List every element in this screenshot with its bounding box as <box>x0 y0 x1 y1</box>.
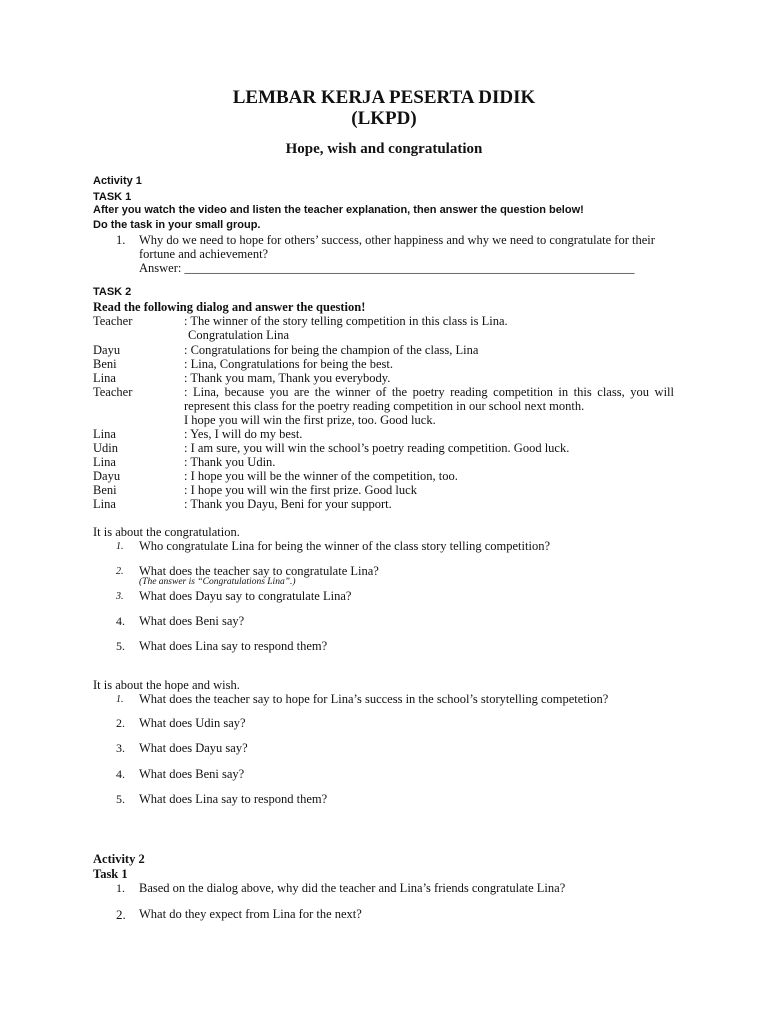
activity2-label: Activity 2 <box>93 852 145 866</box>
dialog-speaker: Lina <box>93 455 116 469</box>
dialog-speaker: Lina <box>93 427 116 441</box>
question-text: What does the teacher say to congratulate Lina? <box>139 564 379 578</box>
question-text: What does Lina say to respond them? <box>139 792 328 806</box>
question-text: Who congratulate Lina for being the winner of the class story telling competition? <box>139 539 550 553</box>
question-number: 3. <box>116 591 124 602</box>
question-text: What do they expect from Lina for the next? <box>139 907 362 921</box>
question-text: What does Beni say? <box>139 767 245 781</box>
dialog-speaker: Lina <box>93 371 116 385</box>
dialog-speaker: Teacher <box>93 385 133 399</box>
dialog-speaker: Lina <box>93 497 116 511</box>
task2-label: TASK 2 <box>93 286 132 298</box>
question-number: 2. <box>116 907 126 922</box>
question-text: What does Udin say? <box>139 716 246 730</box>
dialog-speaker: Dayu <box>93 343 121 357</box>
page-title-abbrev: (LKPD) <box>351 108 417 129</box>
question-number: 5. <box>116 792 125 806</box>
dialog-line: : Thank you Dayu, Beni for your support. <box>184 497 392 511</box>
page-title: LEMBAR KERJA PESERTA DIDIK <box>232 87 536 108</box>
task1-question-number: 1. <box>116 233 126 247</box>
question-text: What does the teacher say to hope for Lina’s success in the school’s storytelling competetion? <box>139 692 609 706</box>
dialog-line: Congratulation Lina <box>188 328 290 342</box>
task1-answer-line: Answer: ________________________________________________________________________ <box>139 261 635 275</box>
dialog-line: : The winner of the story telling competition in this class is Lina. <box>184 314 508 328</box>
task1-question-line2: fortune and achievement? <box>139 247 269 261</box>
dialog-line: : Lina, because you are the winner of the poetry reading competition in this class, you will <box>184 385 674 399</box>
task1-instruction: After you watch the video and listen the teacher explanation, then answer the question below! <box>93 204 584 216</box>
dialog-line: : Thank you Udin. <box>184 455 276 469</box>
question-number: 1. <box>116 694 124 705</box>
activity2-task1-label: Task 1 <box>93 867 128 881</box>
page-subtitle: Hope, wish and congratulation <box>285 141 483 157</box>
question-number: 1. <box>116 881 125 895</box>
dialog-line: : I am sure, you will win the school’s poetry reading competition. Good luck. <box>184 441 570 455</box>
task1-label: TASK 1 <box>93 191 132 203</box>
dialog-line: : Lina, Congratulations for being the best. <box>184 357 393 371</box>
task1-instruction-group: Do the task in your small group. <box>93 219 261 231</box>
question-number: 4. <box>116 767 125 781</box>
question-text: Based on the dialog above, why did the teacher and Lina’s friends congratulate Lina? <box>139 881 566 895</box>
task1-question-line1: Why do we need to hope for others’ success, other happiness and why we need to congratulate for their <box>139 233 655 247</box>
question-number: 3. <box>116 741 125 755</box>
answer-note: (The answer is “Congratulations Lina”.) <box>139 577 296 587</box>
dialog-line: I hope you will win the first prize, too. Good luck. <box>184 413 436 427</box>
question-text: What does Lina say to respond them? <box>139 639 328 653</box>
dialog-line: : I hope you will be the winner of the competition, too. <box>184 469 458 483</box>
question-number: 5. <box>116 639 125 653</box>
activity1-label: Activity 1 <box>93 175 142 187</box>
dialog-line: represent this class for the poetry reading competition in our school next month. <box>184 399 585 413</box>
dialog-line: : Thank you mam, Thank you everybody. <box>184 371 391 385</box>
task2-instruction: Read the following dialog and answer the question! <box>93 300 366 314</box>
question-text: What does Dayu say to congratulate Lina? <box>139 589 352 603</box>
question-number: 2. <box>116 566 124 577</box>
question-text: What does Beni say? <box>139 614 245 628</box>
question-number: 1. <box>116 541 124 552</box>
dialog-speaker: Beni <box>93 483 117 497</box>
question-number: 4. <box>116 614 125 628</box>
dialog-speaker: Beni <box>93 357 117 371</box>
question-text: What does Dayu say? <box>139 741 248 755</box>
dialog-line: : I hope you will win the first prize. Good luck <box>184 483 417 497</box>
congrat-intro: It is about the congratulation. <box>93 525 240 539</box>
dialog-speaker: Dayu <box>93 469 121 483</box>
question-number: 2. <box>116 716 125 730</box>
hope-intro: It is about the hope and wish. <box>93 678 240 692</box>
dialog-line: : Congratulations for being the champion of the class, Lina <box>184 343 479 357</box>
dialog-speaker: Teacher <box>93 314 133 328</box>
dialog-line: : Yes, I will do my best. <box>184 427 303 441</box>
dialog-speaker: Udin <box>93 441 118 455</box>
